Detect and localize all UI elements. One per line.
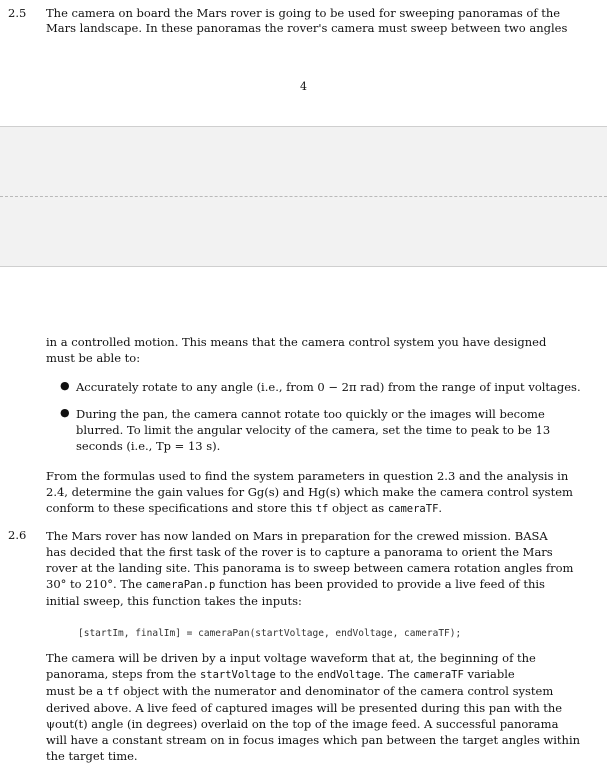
text-line: 2.4, determine the gain values for Gg(s) and Hg(s) which make the camera control system: [46, 485, 573, 499]
text-line: seconds (i.e., Tp = 13 s).: [76, 439, 221, 453]
code-span: cameraTF: [387, 503, 439, 515]
text-line: ψout(t) angle (in degrees) overlaid on the top of the image feed. A successful panorama: [46, 717, 559, 731]
text-line: derived above. A live feed of captured images will be presented during this pan with the: [46, 701, 563, 715]
bullet-icon: ●: [60, 379, 70, 392]
text-span: object with the numerator and denominator of the camera control system: [119, 684, 554, 698]
page-break-divider: [0, 196, 607, 197]
question-number-2-6: 2.6: [8, 528, 27, 542]
panorama-description-paragraph: [46, 650, 600, 764]
text-line: From the formulas used to find the system parameters in question 2.3 and the analysis in: [46, 469, 569, 483]
code-span: cameraTF: [413, 669, 464, 681]
text-line: [46, 666, 600, 683]
text-span: 30° to 210°. The: [46, 577, 146, 591]
text-line: initial sweep, this function takes the inputs:: [46, 594, 302, 608]
text-span: panorama, steps from the: [46, 667, 200, 681]
continuation-paragraph: [46, 334, 600, 366]
text-line: the target time.: [46, 749, 138, 763]
text-line: blurred. To limit the angular velocity of the camera, set the time to peak to be 13: [76, 423, 551, 437]
text-line: rover at the landing site. This panorama is to sweep between camera rotation angles from: [46, 561, 574, 575]
text-line: [46, 500, 600, 517]
text-span: to the: [275, 667, 318, 681]
text-span: conform to these specifications and store this: [46, 501, 316, 515]
text-line: has decided that the first task of the rover is to capture a panorama to orient the Mars: [46, 545, 553, 559]
text-line: [46, 576, 600, 593]
text-line: must be able to:: [46, 351, 141, 365]
text-span: variable: [463, 667, 515, 681]
code-span: cameraPan.p: [145, 579, 216, 591]
code-listing: [startIm, finalIm] = cameraPan(startVoltage, endVoltage, cameraTF);: [78, 628, 462, 639]
page-number: 4: [300, 80, 307, 93]
text-line: The camera on board the Mars rover is going to be used for sweeping panoramas of the: [46, 6, 561, 20]
bullet-item-angle: [76, 379, 600, 395]
code-span: endVoltage: [317, 669, 381, 681]
text-span: . The: [380, 667, 414, 681]
bullet-item-velocity: [76, 406, 600, 454]
text-line: The camera will be driven by a input voltage waveform that at, the beginning of the: [46, 651, 536, 665]
text-line: in a controlled motion. This means that the camera control system you have designed: [46, 335, 547, 349]
question-number-2-5: 2.5: [8, 6, 27, 20]
question-2-5-text: [46, 6, 598, 36]
text-span: object as: [328, 501, 388, 515]
code-span: startVoltage: [199, 669, 276, 681]
page-break-gap: [0, 126, 607, 267]
question-2-6-text: [46, 528, 600, 609]
code-span: tf: [315, 503, 329, 515]
text-line: will have a constant stream on in focus images which pan between the target angles within: [46, 733, 581, 747]
text-line: The Mars rover has now landed on Mars in preparation for the crewed mission. BASA: [46, 529, 548, 543]
text-line: During the pan, the camera cannot rotate too quickly or the images will become: [76, 407, 545, 421]
text-line: Accurately rotate to any angle (i.e., from 0 − 2π rad) from the range of input voltages.: [76, 380, 581, 394]
text-line: Mars landscape. In these panoramas the rover's camera must sweep between two angles: [46, 21, 568, 35]
code-span: tf: [106, 686, 120, 698]
text-span: .: [438, 501, 443, 515]
text-span: function has been provided to provide a live feed of this: [215, 577, 545, 591]
bullet-icon: ●: [60, 406, 70, 419]
text-line: [46, 683, 600, 700]
text-span: must be a: [46, 684, 107, 698]
gain-determination-paragraph: [46, 468, 600, 517]
